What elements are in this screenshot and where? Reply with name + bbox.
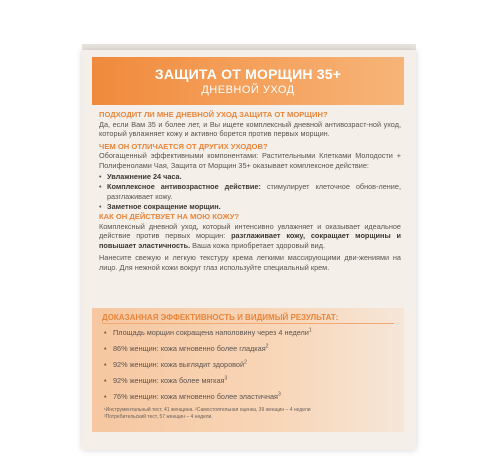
benefit-bullet-3-bold: Заметное сокращение морщин. [107, 202, 221, 212]
results-panel [92, 308, 404, 432]
page-subtitle: ДНЕВНОЙ УХОД [201, 84, 295, 96]
result-item-text: Площадь морщин сокращена наполовину через 4 недели [113, 328, 309, 337]
benefit-bullet-1 [99, 172, 401, 182]
result-item-text: 92% женщин: кожа более мягкая [113, 376, 225, 385]
description-content [99, 110, 401, 273]
question-heading-2: ЧЕМ ОН ОТЛИЧАЕТСЯ ОТ ДРУГИХ УХОДОВ? [99, 141, 268, 151]
header-banner [92, 57, 404, 105]
footnote-line-1: ¹Инструментальный тест, 41 женщина. ²Самостоятельная оценка, 39 женщин – 4 недели [104, 407, 311, 413]
footnotes [104, 407, 396, 421]
benefit-bullet-1-bold: Увлажнение 24 часа. [107, 171, 182, 181]
result-item [104, 360, 394, 376]
result-item [104, 376, 394, 392]
results-list [104, 328, 394, 408]
result-item-footnote-marker: 1 [308, 327, 312, 334]
answer-text-3 [99, 222, 401, 251]
result-item-text: 76% женщин: кожа мгновенно более эластичная [113, 392, 279, 401]
result-item-footnote-marker: 3 [278, 391, 281, 398]
result-item [104, 392, 394, 408]
answer-text-2: Обогащенный эффективными компонентами: Растительными Клетками Молодости + Полифенолами Чая, Защита от Морщин 35+ оказывает комплексное действие: [99, 151, 401, 170]
answer-text-3-part2: Ваша кожа приобретает здоровый вид. [190, 240, 325, 250]
result-item-text: 92% женщин: кожа выглядит здоровой [113, 360, 245, 369]
question-heading-1: ПОДХОДИТ ЛИ МНЕ ДНЕВНОЙ УХОД ЗАЩИТА ОТ МОРЩИН? [99, 110, 328, 119]
result-item-text: 86% женщин: кожа мгновенно более гладкая [113, 344, 266, 353]
answer-text-3-bold: разглаживает кожу, сокращает морщины и повышает эластичность. [99, 231, 402, 250]
results-divider [102, 323, 394, 324]
results-title: ДОКАЗАННАЯ ЭФФЕКТИВНОСТЬ И ВИДИМЫЙ РЕЗУЛЬТАТ: [102, 313, 339, 322]
result-item [104, 344, 394, 360]
benefit-bullet-2-text: стимулирует клеточное обнов-ление, разглаживает кожу. [107, 182, 401, 201]
question-heading-3: КАК ОН ДЕЙСТВУЕТ НА МОЮ КОЖУ? [99, 211, 240, 221]
usage-instructions: Нанесите свежую и легкую текстуру крема легкими массирующими дви-жениями на лицо. Для нежной кожи вокруг глаз используйте специальный крем. [99, 253, 401, 272]
answer-text-1: Да, если Вам 35 и более лет, и Вы ищете комплексный дневной антивозраст-ной уход, который увлажняет кожу и активно борется против первых морщин. [99, 119, 401, 139]
result-item [104, 328, 394, 344]
benefit-bullet-2-bold: Комплексное антивозрастное действие: [107, 182, 261, 192]
benefit-bullet-2 [99, 182, 401, 201]
page-title: ЗАЩИТА ОТ МОРЩИН 35+ [154, 66, 342, 82]
result-item-footnote-marker: 2 [244, 359, 247, 366]
result-item-footnote-marker: 2 [265, 343, 269, 350]
result-item-footnote-marker: 3 [224, 375, 228, 382]
footnote-line-2: ³Потребительский тест, 57 женщин – 4 недели. [104, 414, 213, 420]
benefit-bullet-3 [99, 202, 401, 212]
answer-text-3-part1: Комплексный дневной уход, который интенсивно увлажняет и оказывает идеальное действие против первых морщин: [99, 221, 401, 241]
